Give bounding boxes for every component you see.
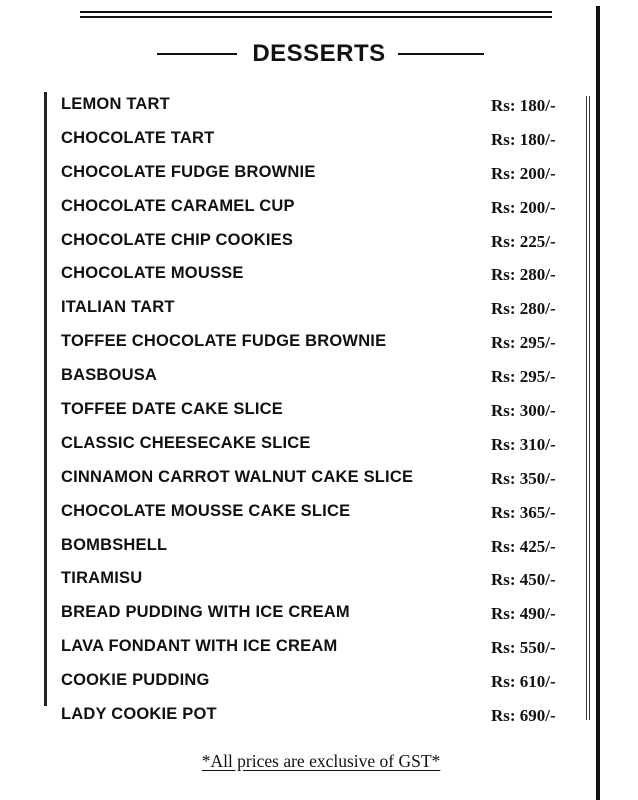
top-divider-upper: [80, 11, 552, 13]
item-price: Rs: 295/-: [491, 367, 556, 387]
item-price: Rs: 280/-: [491, 265, 556, 285]
item-name: BASBOUSA: [61, 366, 158, 385]
item-name: CHOCOLATE FUDGE BROWNIE: [61, 162, 316, 181]
item-price: Rs: 295/-: [491, 333, 556, 353]
menu-item: [0, 358, 638, 392]
menu-item: [0, 426, 638, 460]
menu-item: [0, 629, 638, 663]
menu-item: [0, 460, 638, 494]
item-name: CHOCOLATE TART: [61, 128, 215, 147]
item-price: Rs: 310/-: [491, 434, 556, 454]
menu-item: [0, 290, 638, 324]
item-name: LEMON TART: [61, 95, 170, 113]
item-name: TIRAMISU: [61, 569, 143, 588]
gst-footnote: *All prices are exclusive of GST*: [201, 751, 441, 771]
item-price: Rs: 550/-: [491, 638, 556, 658]
item-price: Rs: 200/-: [491, 163, 556, 183]
item-name: CHOCOLATE MOUSSE: [61, 264, 244, 283]
item-name: TOFFEE DATE CAKE SLICE: [61, 400, 283, 419]
item-price: Rs: 690/-: [491, 706, 556, 726]
item-name: ITALIAN TART: [61, 298, 175, 317]
item-name: BREAD PUDDING WITH ICE CREAM: [61, 603, 350, 622]
item-name: LADY COOKIE POT: [61, 705, 217, 724]
menu-item: [0, 595, 638, 629]
menu-item: [0, 663, 638, 697]
title-rule-right: [398, 53, 484, 55]
item-price: Rs: 365/-: [491, 502, 556, 522]
menu-item: [0, 494, 638, 528]
item-name: CHOCOLATE MOUSSE CAKE SLICE: [61, 501, 351, 520]
title-rule-left: [157, 53, 237, 55]
item-price: Rs: 450/-: [491, 570, 556, 590]
item-price: Rs: 350/-: [491, 468, 556, 488]
item-name: TOFFEE CHOCOLATE FUDGE BROWNIE: [61, 332, 387, 351]
item-price: Rs: 490/-: [491, 604, 556, 624]
item-name: CINNAMON CARROT WALNUT CAKE SLICE: [61, 467, 414, 486]
menu-item: [0, 223, 638, 257]
item-price: Rs: 300/-: [491, 401, 556, 421]
item-price: Rs: 610/-: [491, 672, 556, 692]
menu-item: [0, 561, 638, 595]
menu-title: DESSERTS: [252, 40, 386, 67]
item-name: CHOCOLATE CHIP COOKIES: [61, 230, 294, 249]
item-name: CLASSIC CHEESECAKE SLICE: [61, 433, 311, 452]
item-price: Rs: 225/-: [491, 231, 556, 251]
menu-item: [0, 392, 638, 426]
menu-header: [0, 38, 638, 70]
dessert-list: [0, 87, 638, 731]
menu-item: [0, 189, 638, 223]
menu-item: [0, 256, 638, 290]
menu-item: [0, 121, 638, 155]
item-name: CHOCOLATE CARAMEL CUP: [61, 196, 295, 215]
menu-item: [0, 324, 638, 358]
item-name: LAVA FONDANT WITH ICE CREAM: [61, 637, 338, 656]
menu-item: [0, 87, 638, 121]
item-price: Rs: 425/-: [491, 536, 556, 556]
menu-item: [0, 528, 638, 562]
item-price: Rs: 280/-: [491, 299, 556, 319]
menu-item: [0, 697, 638, 731]
item-price: Rs: 180/-: [491, 129, 556, 149]
item-price: Rs: 180/-: [491, 96, 556, 115]
top-divider-lower: [80, 16, 552, 18]
item-name: COOKIE PUDDING: [61, 671, 210, 690]
item-price: Rs: 200/-: [491, 197, 556, 217]
item-name: BOMBSHELL: [61, 535, 168, 554]
menu-item: [0, 155, 638, 189]
